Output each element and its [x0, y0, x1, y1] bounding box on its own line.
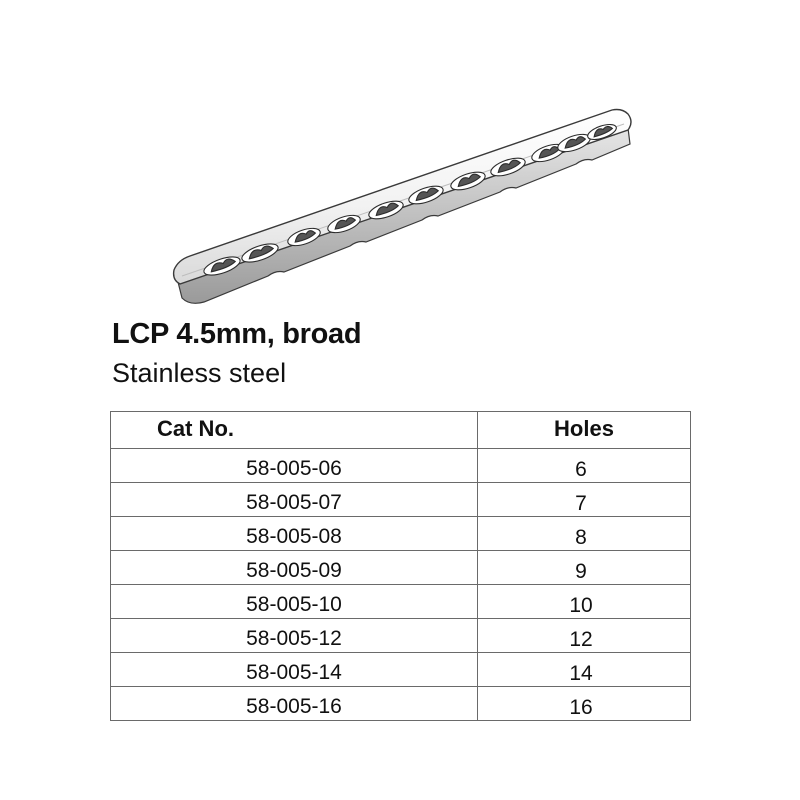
table-row [111, 653, 691, 687]
table-row [111, 585, 691, 619]
holes-cell: 9 [478, 551, 691, 585]
cat-no-cell: 58-005-16 [111, 687, 478, 721]
cat-no-cell: 58-005-14 [111, 653, 478, 687]
cat-no-cell: 58-005-10 [111, 585, 478, 619]
holes-cell: 6 [478, 449, 691, 483]
table-row [111, 619, 691, 653]
cat-no-cell: 58-005-12 [111, 619, 478, 653]
holes-cell: 16 [478, 687, 691, 721]
plate-drawing [160, 70, 650, 320]
holes-cell: 8 [478, 517, 691, 551]
table-row [111, 449, 691, 483]
table-row [111, 551, 691, 585]
table-row [111, 483, 691, 517]
table-header-row [111, 412, 691, 449]
column-header-holes: Holes [478, 412, 691, 449]
cat-no-cell: 58-005-06 [111, 449, 478, 483]
table-row [111, 687, 691, 721]
catalog-table [110, 411, 691, 721]
cat-no-cell: 58-005-07 [111, 483, 478, 517]
plate-holes [202, 121, 618, 278]
cat-no-cell: 58-005-08 [111, 517, 478, 551]
holes-cell: 12 [478, 619, 691, 653]
bone-plate-image [160, 70, 650, 320]
product-title: LCP 4.5mm, broad [112, 318, 362, 350]
holes-cell: 14 [478, 653, 691, 687]
column-header-cat-no: Cat No. [111, 412, 478, 449]
table-row [111, 517, 691, 551]
cat-no-cell: 58-005-09 [111, 551, 478, 585]
plate-side [178, 128, 630, 303]
holes-cell: 10 [478, 585, 691, 619]
product-material: Stainless steel [112, 358, 287, 388]
holes-cell: 7 [478, 483, 691, 517]
